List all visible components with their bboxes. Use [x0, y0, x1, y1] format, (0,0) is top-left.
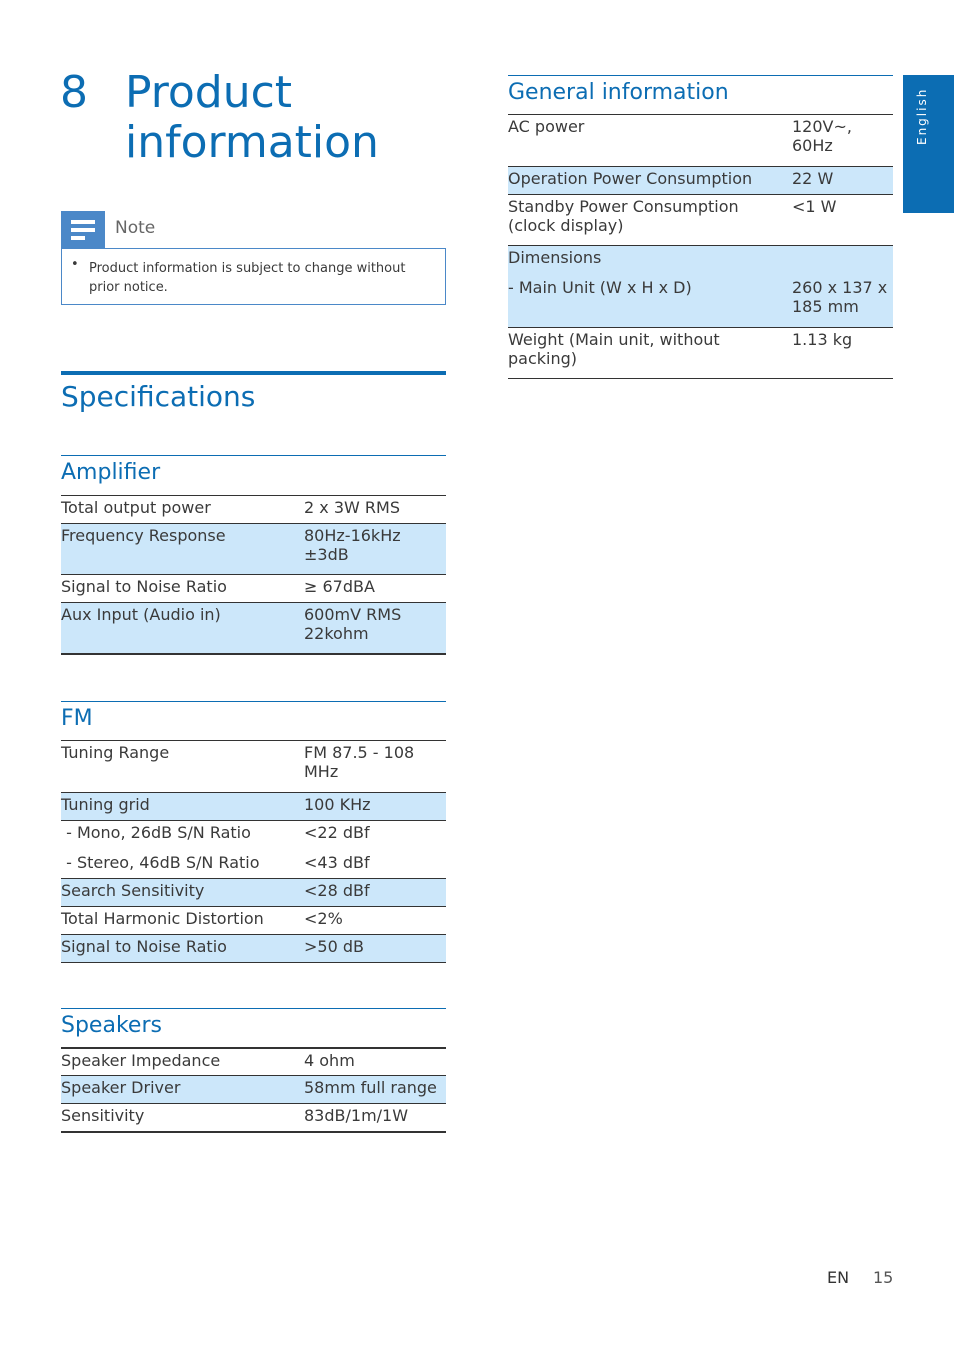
- spec-label: Weight (Main unit, without packing): [508, 330, 720, 368]
- spec-value: 600mV RMS 22kohm: [304, 605, 402, 643]
- table-row: [61, 879, 446, 906]
- spec-label: Dimensions: [508, 248, 602, 267]
- specifications-bar: [61, 371, 446, 375]
- spec-value: <22 dBf: [304, 823, 370, 842]
- spec-value: 58mm full range: [304, 1078, 437, 1097]
- table-row: [61, 524, 446, 574]
- fm-top-line: [61, 701, 446, 702]
- fm-table: [61, 740, 446, 964]
- spec-label: Speaker Driver: [61, 1078, 181, 1097]
- spec-value: 120V~, 60Hz: [792, 117, 852, 155]
- spec-label: Sensitivity: [61, 1106, 145, 1125]
- spec-label: Total Harmonic Distortion: [61, 909, 264, 928]
- page-number: 15: [873, 1268, 894, 1287]
- table-row: [61, 1049, 446, 1075]
- spec-label: Total output power: [61, 498, 211, 517]
- fm-title: FM: [61, 706, 93, 731]
- spec-value: <28 dBf: [304, 881, 370, 900]
- general-title: General information: [508, 80, 729, 105]
- spec-value: <1 W: [792, 197, 837, 216]
- table-row: [61, 907, 446, 934]
- spec-label: Operation Power Consumption: [508, 169, 753, 188]
- general-table: [508, 114, 893, 380]
- amplifier-title: Amplifier: [61, 460, 161, 485]
- spec-label: Aux Input (Audio in): [61, 605, 221, 624]
- spec-label: - Stereo, 46dB S/N Ratio: [61, 853, 260, 872]
- general-top-line: [508, 75, 893, 76]
- speakers-title: Speakers: [61, 1013, 162, 1038]
- table-row: [508, 328, 893, 378]
- table-row: [508, 246, 893, 276]
- spec-value: 83dB/1m/1W: [304, 1106, 409, 1125]
- table-row: [61, 851, 446, 878]
- table-row: [508, 276, 893, 327]
- spec-value: <2%: [304, 909, 343, 928]
- table-row: [61, 603, 446, 653]
- note-text: Product information is subject to change without prior notice.: [89, 261, 406, 295]
- table-row: [61, 496, 446, 523]
- spec-label: - Mono, 26dB S/N Ratio: [61, 823, 251, 842]
- spec-value: 4 ohm: [304, 1051, 355, 1070]
- spec-label: Standby Power Consumption (clock display): [508, 197, 739, 235]
- note-bullet: •: [71, 257, 79, 272]
- spec-label: Signal to Noise Ratio: [61, 577, 227, 596]
- table-row: [508, 195, 893, 245]
- spec-label: Search Sensitivity: [61, 881, 205, 900]
- spec-value: FM 87.5 - 108 MHz: [304, 743, 415, 781]
- spec-value: <43 dBf: [304, 853, 370, 872]
- spec-value: 260 x 137 x 185 mm: [792, 278, 888, 316]
- spec-label: - Main Unit (W x H x D): [508, 278, 692, 297]
- spec-label: Frequency Response: [61, 526, 226, 545]
- amplifier-table: [61, 495, 446, 655]
- table-row: [61, 1104, 446, 1131]
- speakers-top-line: [61, 1008, 446, 1009]
- note-icon: [61, 211, 105, 248]
- table-row: [61, 741, 446, 792]
- spec-value: ≥ 67dBA: [304, 577, 375, 596]
- spec-value: >50 dB: [304, 937, 364, 956]
- language-side-tab: [903, 75, 954, 213]
- spec-label: Tuning grid: [61, 795, 150, 814]
- table-row: [61, 793, 446, 820]
- amplifier-top-line: [61, 455, 446, 456]
- spec-value: 22 W: [792, 169, 834, 188]
- spec-value: 100 KHz: [304, 795, 371, 814]
- spec-label: Tuning Range: [61, 743, 170, 762]
- chapter-number: 8: [60, 67, 88, 118]
- note-label: Note: [115, 218, 156, 238]
- chapter-title: Product information: [125, 67, 379, 168]
- table-row: [61, 1076, 446, 1103]
- table-row: [61, 575, 446, 602]
- table-row: [508, 167, 893, 194]
- spec-label: AC power: [508, 117, 585, 136]
- table-row: [508, 115, 893, 166]
- footer-language: EN: [827, 1268, 850, 1287]
- spec-label: Speaker Impedance: [61, 1051, 221, 1070]
- table-row: [61, 821, 446, 851]
- specifications-title: Specifications: [61, 380, 256, 413]
- spec-value: 2 x 3W RMS: [304, 498, 400, 517]
- spec-value: 1.13 kg: [792, 330, 853, 349]
- speakers-table: [61, 1047, 446, 1133]
- spec-label: Signal to Noise Ratio: [61, 937, 227, 956]
- language-label: English: [915, 87, 929, 145]
- table-row: [61, 935, 446, 962]
- spec-value: 80Hz-16kHz ±3dB: [304, 526, 401, 564]
